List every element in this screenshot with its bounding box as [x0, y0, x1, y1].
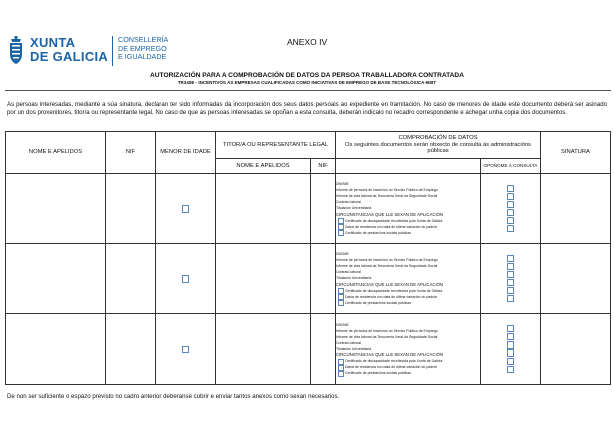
header-guardian-nif: NIF [311, 159, 336, 174]
person-nif-field[interactable] [106, 174, 156, 244]
oppose-checkbox[interactable] [507, 279, 514, 286]
guardian-name-field[interactable] [216, 244, 311, 314]
header-oppose: OPOÑOME Á CONSULTA [481, 159, 541, 174]
oppose-checkbox[interactable] [507, 349, 514, 356]
table-row [6, 174, 611, 244]
header-minor: MENOR DE IDADE [156, 132, 216, 174]
document-title: AUTORIZACIÓN PARA A COMPROBACIÓN DE DATOS DA PERSOA TRABALLADORA CONTRATADA [150, 72, 464, 79]
oppose-checkbox[interactable] [507, 333, 514, 340]
guardian-nif-field[interactable] [311, 244, 336, 314]
person-name-field[interactable] [6, 314, 106, 385]
circumstance-checkbox[interactable] [338, 230, 344, 236]
guardian-name-field[interactable] [216, 174, 311, 244]
oppose-checkbox[interactable] [507, 193, 514, 200]
guardian-nif-field[interactable] [311, 314, 336, 385]
person-name-field[interactable] [6, 174, 106, 244]
header-name: NOME E APELIDOS [6, 132, 106, 174]
oppose-checkboxes [481, 314, 541, 385]
oppose-checkbox[interactable] [507, 217, 514, 224]
minor-cell [156, 314, 216, 385]
documents-list: DNI/NIE Informe de períodos de inscrición no Servizo Público de Emprego Informe de vida laboral da Tesourería Xeral da Seguridade Social Contrato laboral Titulación Universitaria CIRCUNSTANCIAS QUE LLE SEXAN DE APLICACIÓN Certificado de discapacidade recoñecida pola Xunta de Galicia Datos de residencia con data de última variación do padrón Certificado de prestacións sociais públicas [336, 314, 481, 385]
header-guardian-name: NOME E APELIDOS [216, 159, 311, 174]
oppose-checkboxes [481, 174, 541, 244]
documents-list: DNI/NIE Informe de períodos de inscrición no Servizo Público de Emprego Informe de vida laboral da Tesourería Xeral da Seguridade Social Contrato laboral Titulación Universitaria CIRCUNSTANCIAS QUE LLE SEXAN DE APLICACIÓN Certificado de discapacidade recoñecida pola Xunta de Galicia Datos de residencia con data de última variación do padrón Certificado de prestacións sociais públicas [336, 174, 481, 244]
oppose-checkbox[interactable] [507, 287, 514, 294]
logo-department: CONSELLERÍA DE EMPREGO E IGUALDADE [118, 35, 169, 62]
person-nif-field[interactable] [106, 314, 156, 385]
circumstance-checkbox[interactable] [338, 371, 344, 377]
oppose-checkbox[interactable] [507, 209, 514, 216]
signature-field[interactable] [541, 174, 611, 244]
header-data-check: COMPROBACIÓN DE DATOS Os seguintes documentos serán obxecto de consulta ás administracións públicas [336, 132, 541, 159]
logo-wordmark: XUNTA DE GALICIA [30, 35, 109, 64]
xunta-logo [6, 34, 176, 70]
oppose-checkbox[interactable] [507, 325, 514, 332]
minor-cell [156, 174, 216, 244]
oppose-checkbox[interactable] [507, 366, 514, 373]
minor-checkbox[interactable] [182, 275, 189, 282]
header-divider [5, 90, 611, 91]
oppose-checkboxes [481, 244, 541, 314]
table-row [6, 244, 611, 314]
oppose-checkbox[interactable] [507, 255, 514, 262]
header-check-docs [336, 159, 481, 174]
oppose-checkbox[interactable] [507, 295, 514, 302]
oppose-checkbox[interactable] [507, 225, 514, 232]
oppose-checkbox[interactable] [507, 271, 514, 278]
signature-field[interactable] [541, 314, 611, 385]
oppose-checkbox[interactable] [507, 358, 514, 365]
header-nif: NIF [106, 132, 156, 174]
table-row [6, 314, 611, 385]
oppose-checkbox[interactable] [507, 263, 514, 270]
minor-checkbox[interactable] [182, 346, 189, 353]
circumstance-checkbox[interactable] [338, 300, 344, 306]
header-guardian: TITOR/A OU REPRESENTANTE LEGAL [216, 132, 336, 159]
guardian-nif-field[interactable] [311, 174, 336, 244]
annex-label: ANEXO IV [287, 37, 328, 47]
intro-paragraph: As persoas interesadas, mediante a súa sinatura, declaran ter sido informadas da incorporación dos seus datos persoais ao expediente en tramitación. No caso de menores de idade este documento deberá ser asinado por un dos proxenitores, titor/a ou representante legal. No caso de que as persoas interesadas se opoñan a esta consulta, deberán indicalo no recadro correspondente e achegar unha copia dos documentos. [7, 101, 607, 116]
footer-note: De non ser suficiente o espazo previsto no cadro anterior deberanse cubrir e enviar tantos anexos como sexan necesarios. [7, 393, 340, 400]
galicia-coat-of-arms-icon [6, 36, 26, 66]
signature-field[interactable] [541, 244, 611, 314]
document-subtitle: TR340E - INCENTIVOS ÁS EMPRESAS CUALIFICADAS COMO INICIATIVAS DE EMPREGO DE BASE TECNOLÓXICA-IEBT [177, 80, 437, 85]
oppose-checkbox[interactable] [507, 201, 514, 208]
minor-checkbox[interactable] [182, 205, 189, 212]
oppose-checkbox[interactable] [507, 341, 514, 348]
oppose-checkbox[interactable] [507, 185, 514, 192]
logo-divider [112, 36, 113, 66]
documents-list: DNI/NIE Informe de períodos de inscrición no Servizo Público de Emprego Informe de vida laboral da Tesourería Xeral da Seguridade Social Contrato laboral Titulación Universitaria CIRCUNSTANCIAS QUE LLE SEXAN DE APLICACIÓN Certificado de discapacidade recoñecida pola Xunta de Galicia Datos de residencia con data de última variación do padrón Certificado de prestacións sociais públicas [336, 244, 481, 314]
consent-table [5, 131, 611, 385]
minor-cell [156, 244, 216, 314]
guardian-name-field[interactable] [216, 314, 311, 385]
person-name-field[interactable] [6, 244, 106, 314]
header-signature: SINATURA [541, 132, 611, 174]
person-nif-field[interactable] [106, 244, 156, 314]
